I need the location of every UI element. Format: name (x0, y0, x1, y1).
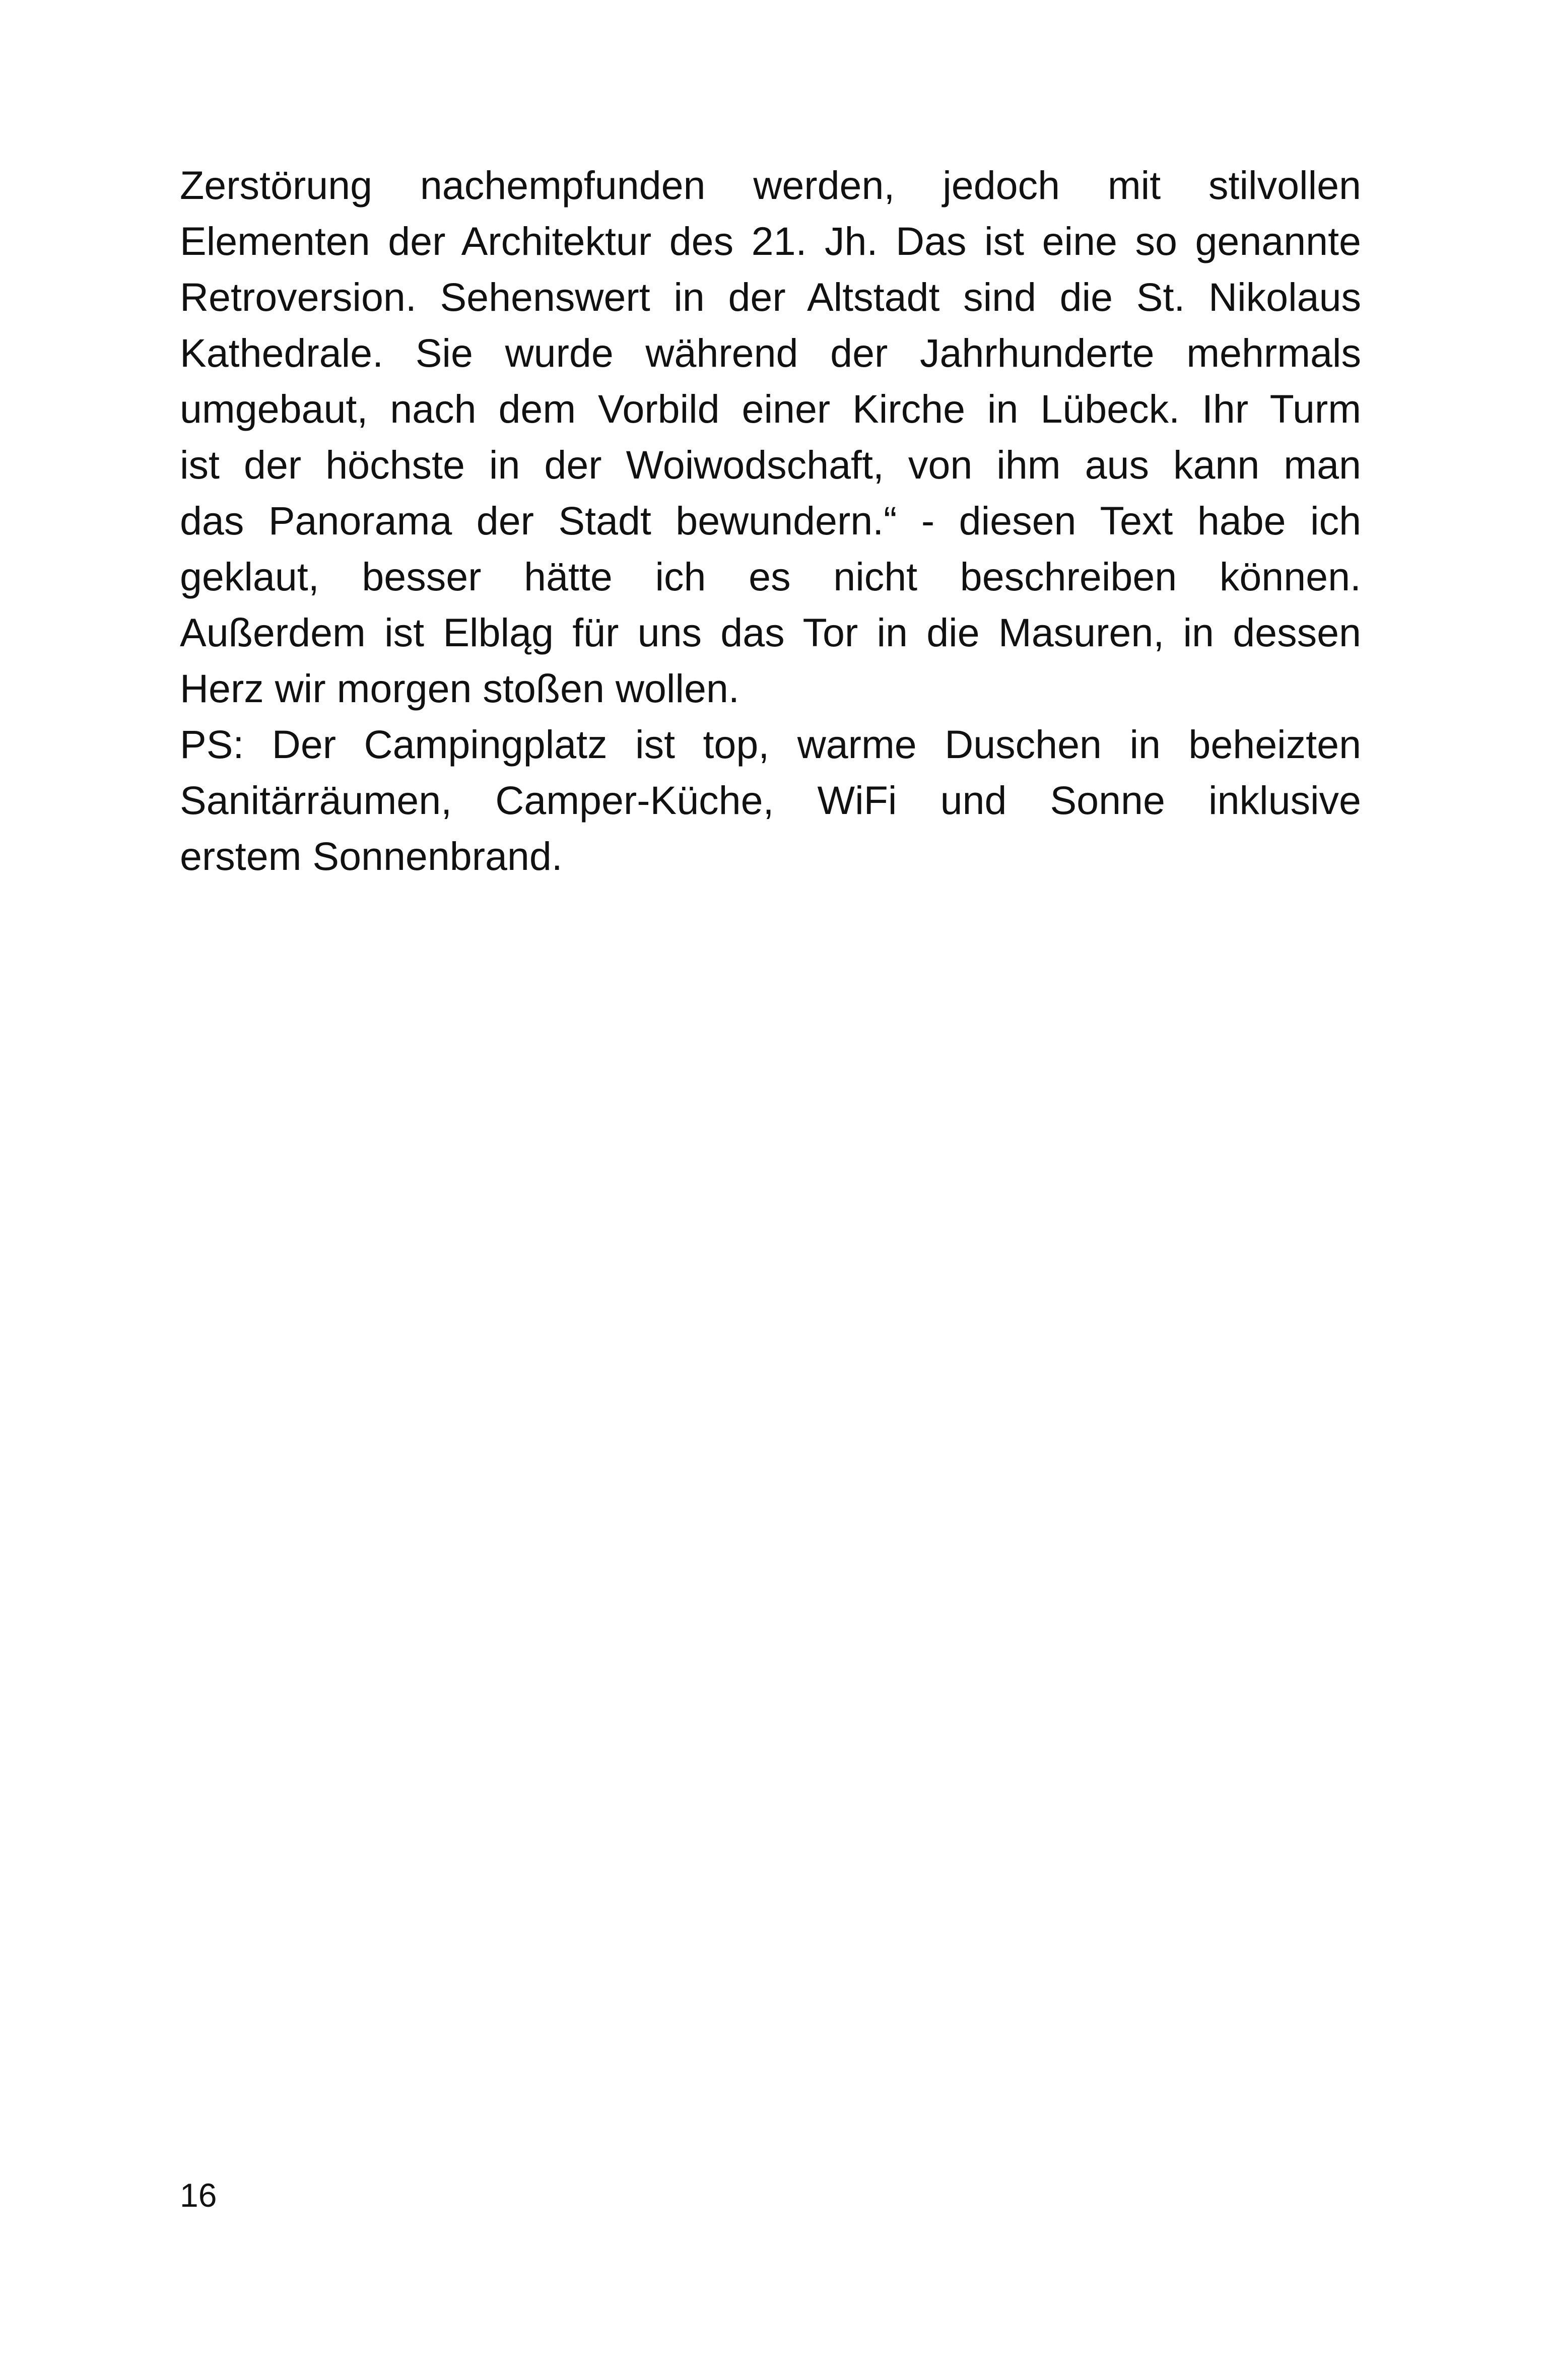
body-text (180, 157, 1361, 884)
text-line: erstem Sonnenbrand. (180, 834, 563, 878)
text-line: das Panorama der Stadt bewundern.“ - diesen Text habe ich (180, 498, 1361, 543)
text-line: umgebaut, nach dem Vorbild einer Kirche in Lübeck. Ihr Turm (180, 386, 1361, 431)
text-line: Sanitärräumen, Camper-Küche, WiFi und Sonne inklusive (180, 778, 1361, 823)
text-line: Kathedrale. Sie wurde während der Jahrhunderte mehrmals (180, 330, 1361, 375)
text-line: Retroversion. Sehenswert in der Altstadt sind die St. Nikolaus (180, 275, 1361, 319)
text-line: Zerstörung nachempfunden werden, jedoch mit stilvollen (180, 163, 1361, 208)
text-line: geklaut, besser hätte ich es nicht beschreiben können. (180, 554, 1361, 599)
text-line: Herz wir morgen stoßen wollen. (180, 666, 739, 711)
text-line: ist der höchste in der Woiwodschaft, von ihm aus kann man (180, 442, 1361, 487)
text-line: PS: Der Campingplatz ist top, warme Duschen in beheizten (180, 722, 1361, 767)
text-line: Elementen der Architektur des 21. Jh. Das ist eine so genannte (180, 219, 1361, 263)
text-line: Außerdem ist Elbląg für uns das Tor in die Masuren, in dessen (180, 610, 1361, 655)
page-number: 16 (180, 2177, 217, 2214)
